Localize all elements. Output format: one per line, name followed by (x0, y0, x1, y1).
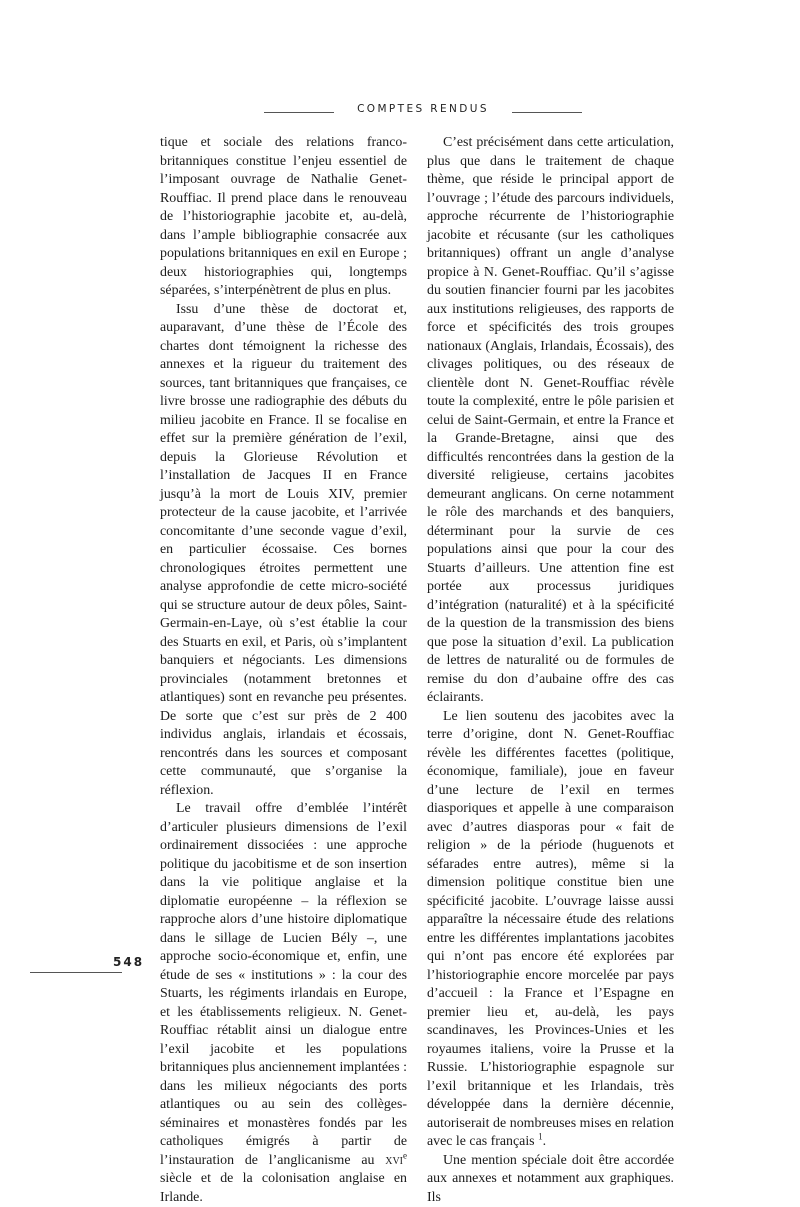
right-paragraph-2-text: Le lien soutenu des jacobites avec la terre d’origine, dont N. Genet-Rouffiac révèle les différentes facettes (politique, économique, familiale), joue en faveur d’une lecture de l’exil en termes diasporiques et appelle à une comparaison avec d’autres diasporas pour « fait de religion » de la période (huguenots et séfarades entre autres), même si la dimension politique constitue bien une spécificité jacobite. L’ouvrage laisse aussi apparaître la nécessaire étude des relations entre les différentes implantations jacobites qui n’ont pas encore été explorées par l’historiographie encore morcelée par pays d’accueil : la France et l’Espagne en premier lieu et, au-delà, les pays scandinaves, les Provinces-Unies et les royaumes italiens, voire la Prusse et la Russie. L’historiographie espagnole sur l’exil britannique et les Irlandais, très développée dans la dernière décennie, autoriserait de nombreuses mises en relation avec le cas français (427, 709, 674, 1150)
right-paragraph-3: Une mention spéciale doit être accordée aux annexes et notamment aux graphiques. Ils (427, 1152, 674, 1207)
left-paragraph-3 (160, 800, 407, 1207)
page-number-rule (30, 972, 122, 973)
header-rule-right (512, 112, 582, 113)
left-paragraph-2: Issu d’une thèse de doctorat et, auparavant, d’une thèse de l’École des chartes dont témoignent la richesse des annexes et la rigueur du traitement des sources, tant britanniques que françaises, ce livre brosse une radiographie des débuts du milieu jacobite en France. Il se focalise en effet sur la première génération de l’exil, depuis la Glorieuse Révolution et l’installation de Jacques II en France jusqu’à la mort de Louis XIV, premier protecteur de la cause jacobite, et l’arrivée concomitante d’une seconde vague d’exil, en particulier écossaise. Ces bornes chronologiques étroites permettent une analyse approfondie de cette micro-société qui se structure autour de deux pôles, Saint-Germain-en-Laye, où s’est établie la cour des Stuarts en exil, et Paris, où s’implantent banquiers et négociants. Les dimensions provinciales (notamment bretonnes et atlantiques) sont en revanche peu présentes. De sorte que c’est sur près de 2 400 individus anglais, irlandais et écossais, rencontrés dans les sources et composant cette communauté, que s’organise la réflexion. (160, 301, 407, 801)
right-paragraph-2 (427, 708, 674, 1152)
footnote-marker[interactable]: 1 (538, 1131, 543, 1141)
left-paragraph-3-text-a: Le travail offre d’emblée l’intérêt d’articuler plusieurs dimensions de l’exil ordinairement dissociées : une approche politique du jacobitisme et de son insertion dans la vie politique anglaise et la diplomatie européenne – la réflexion se rapproche alors d’une histoire diplomatique dans le sillage de Lucien Bély –, une approche socio-économique et, enfin, une étude de ses « institutions » : la cour des Stuarts, les régiments irlandais en Europe, et les établissements religieux. N. Genet-Rouffiac rétablit ainsi un dialogue entre l’exil jacobite et les populations britanniques plus anciennement implantées : dans les milieux négociants des ports atlantiques ou au sein des collèges-séminaires et monastères fondés par les catholiques émigrés à partir de l’instauration de l’anglicanisme au (160, 801, 407, 1168)
page-number: 548 (113, 955, 144, 969)
left-column (160, 134, 407, 1207)
header-title: COMPTES RENDUS (340, 103, 506, 115)
left-paragraph-1: tique et sociale des relations franco-britanniques constitue l’enjeu essentiel de l’imposant ouvrage de Nathalie Genet-Rouffiac. Il prend place dans le renouveau de l’historiographie jacobite et, au-delà, dans l’ample bibliographie consacrée aux populations britanniques en exil en Europe ; deux historiographies qui, longtemps séparées, s’interpénètrent de plus en plus. (160, 134, 407, 301)
right-paragraph-1: C’est précisément dans cette articulation, plus que dans le traitement de chaque thème, que réside le principal apport de l’ouvrage ; l’étude des parcours individuels, approche récurrente de l’historiographie jacobite et récusante (sur les catholiques britanniques) offrant un angle d’analyse propice à N. Genet-Rouffiac. Qu’il s’agisse du soutien financier fourni par les jacobites aux institutions religieuses, des rapports de force et spécificités des trois groupes nationaux (Anglais, Irlandais, Écossais), des clivages politiques, ou des réseaux de clientèle dont N. Genet-Rouffiac révèle toute la complexité, entre le pôle parisien et celui de Saint-Germain, et entre la France et la Grande-Bretagne, ainsi que des difficultés rencontrées dans la gestion de la diversité religieuse, certains jacobites demeurant anglicans. On cerne notamment le rôle des marchands et des banquiers, déterminant pour la survie de ces populations ainsi que pour la cour des Stuarts d’ailleurs. Une attention fine est portée aux processus juridiques d’intégration (naturalité) et à la spécificité de la question de la transmission des biens que pose la situation d’exil. La publication de lettres de naturalité ou de formules de remise du don d’aubaine offre des cas éclairants. (427, 134, 674, 708)
running-header (0, 98, 800, 128)
header-rule-left (264, 112, 334, 113)
left-paragraph-3-text-b: siècle et de la colonisation anglaise en Irlande. (160, 1171, 407, 1205)
century-numeral: xvi (385, 1153, 403, 1168)
right-column (427, 134, 674, 1207)
century-suffix: e (403, 1150, 407, 1160)
right-paragraph-2-end: . (543, 1134, 546, 1149)
